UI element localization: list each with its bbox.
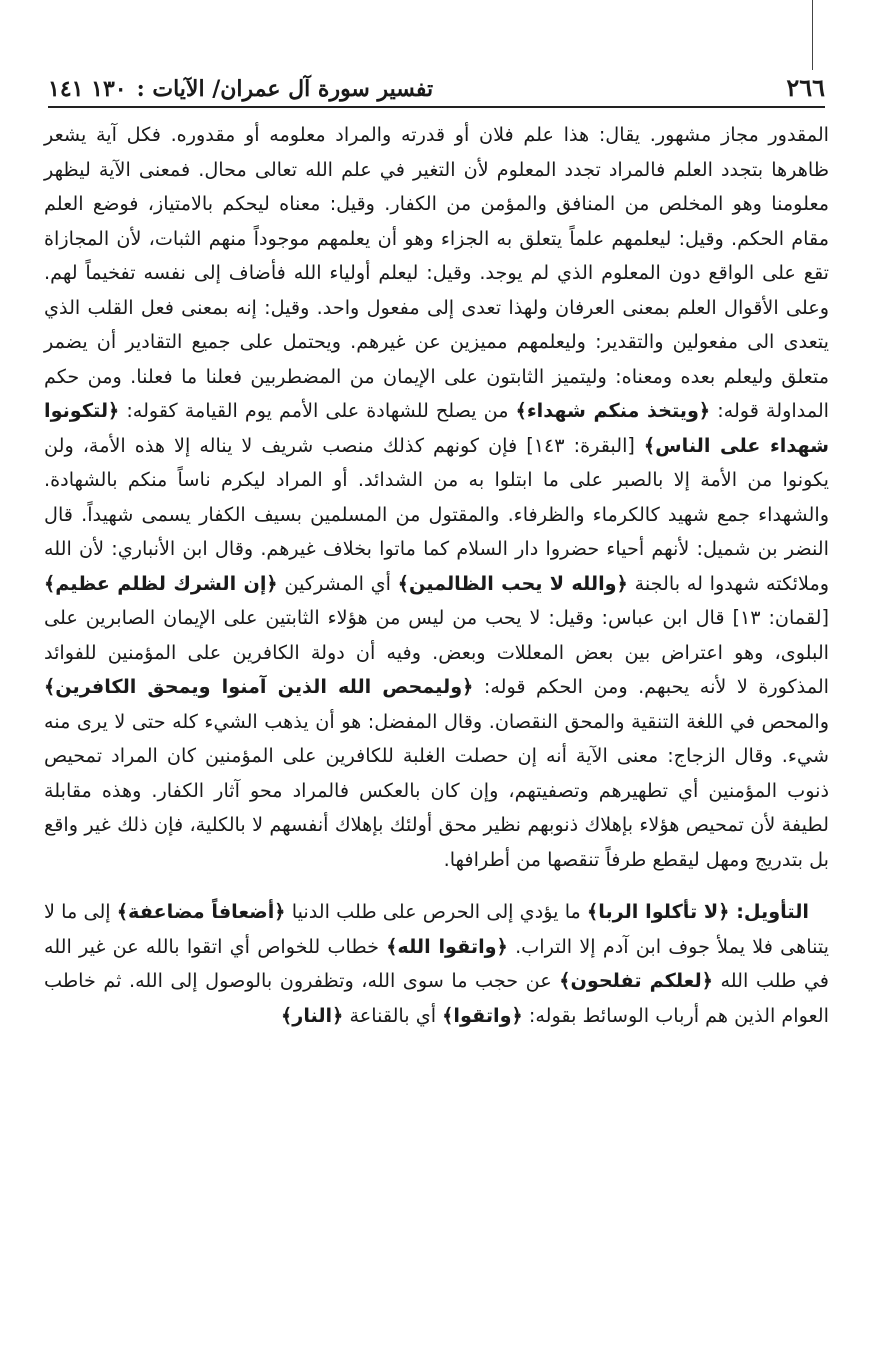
text-run: من يصلح للشهادة على الأمم يوم القيامة كقوله: [119,399,516,422]
text-run: عن حجب ما سوى الله، وتظفرون بالوصول إلى الله. ثم خاطب العوام الذين هم أرباب الوسائط بقوله: [44,969,829,1027]
text-run: المقدور مجاز مشهور. يقال: هذا علم فلان أو قدرته والمراد معلومه أو مقدوره. فكل آية يشعر ظاهرها بتجدد العلم فالمراد تجدد المعلوم لأن التغير في علم الله تعالى محال. فمعنى الآية ليظهر معلومنا وهو المخلص من المنافق والمؤمن من الكفار. وقيل: معناه ليحكم بالامتياز، فوضع العلم مقام الحكم. وقيل: ليعلمهم علماً يتعلق به الجزاء وهو أن يعلمهم موجوداً منهم الثبات، لأن المجازاة تقع على الواقع دون المعلوم الذي لم يوجد. وقيل: ليعلم أولياء الله فأضاف إلى نفسه تفخيماً لهم. وعلى الأقوال العلم بمعنى العرفان ولهذا تعدى إلى مفعول واحد. وقيل: إنه بمعنى فعل القلب الذي يتعدى الى مفعولين والتقدير: وليعلمهم مميزين عن غيرهم. ويحتمل على جميع التقادير أن يضمر متعلق وليعلم بعده ومعناه: وليتميز الثابتون على الإيمان من المضطربين فعلنا ما فعلنا. ومن حكم المداولة قوله: [44,123,830,422]
page-number: ٢٦٦ [786,73,825,102]
commentary-paragraph [44,118,829,877]
quran-quote: ﴿لعلكم تفلحون﴾ [559,969,713,992]
verse-range: ١٣٠ ١٤١ [48,76,127,102]
interpretation-label: التأويل: [729,900,809,923]
text-run: والمحص في اللغة التنقية والمحق النقصان. وقال المفضل: هو أن يذهب الشيء كله حتى لا يرى منه شيء. وقال الزجاج: معنى الآية أنه إن حصلت الغلبة للكافرين على المؤمنين كان المراد تمحيص ذنوب المؤمنين أي تطهيرهم وتصفيتهم، وإن كان بالعكس فالمراد محو آثار الكفار. وهذه مقابلة لطيفة لأن تمحيص هؤلاء بإهلاك ذنوبهم نظير محق أولئك بإهلاك أنفسهم لا بالكلية، فإن ذلك غير واقع بل بتدريج ومهل ليقطع طرفاً تنقصها من أطرافها. [44,709,829,871]
tafsir-body [44,118,829,1033]
text-run: [لقمان: ١٣] قال ابن عباس: وقيل: لا يحب من ليس من هؤلاء الثابتين على الإيمان الصابرين على البلوى، وهو اعتراض بين بعض المعللات وبعض. وفيه أن دولة الكافرين على المؤمنين للفوائد المذكورة لا لأنه يحبهم. ومن الحكم قوله: [44,606,829,698]
text-run: أي المشركين [277,571,398,595]
text-run: أي بالقناعة [343,1003,443,1027]
quran-quote: ﴿لا تأكلوا الربا﴾ [587,900,730,923]
quran-quote: ﴿واتقوا﴾ [442,1003,523,1027]
quran-quote: ﴿النار﴾ [281,1003,344,1027]
quran-quote: ﴿ويتخذ منكم شهداء﴾ [515,399,711,422]
running-title-text: تفسير سورة آل عمران/ الآيات : [136,76,434,102]
quran-quote: ﴿لتكونوا شهداء على الناس﴾ [44,399,829,457]
quran-quote: ﴿أضعافاً مضاعفة﴾ [116,900,286,923]
interpretation-paragraph [44,895,829,1033]
page-header [48,74,825,108]
page-edge-line [812,0,813,70]
text-run: [البقرة: ١٤٣] فإن كونهم كذلك منصب شريف لا يناله إلا هذه الأمة، ولن يكونوا من الأمة إلا بالصبر على ما ابتلوا به من الشدائد. أو المراد ليكرم ناساً منكم بالشهادة. والشهداء جمع شهيد كالكرماء والظرفاء. والمقتول من المسلمين بسيف الكفار يسمى شهيداً. قال النضر بن شميل: لأنهم أحياء حضروا دار السلام كما ماتوا بخلاف غيرهم. وقال ابن الأنباري: لأن الله وملائكته شهدوا له بالجنة [44,433,829,595]
quran-quote: ﴿وليمحص الله الذين آمنوا ويمحق الكافرين﴾ [44,675,474,698]
quran-quote: ﴿واتقوا الله﴾ [386,934,508,958]
running-title [48,76,433,102]
text-run: ما يؤدي إلى الحرص على طلب الدنيا [285,900,588,923]
text-run: إلى ما لا يتناهى فلا يملأ جوف ابن آدم إلا التراب. [44,900,829,958]
quran-quote: ﴿إن الشرك لظلم عظيم﴾ [44,571,278,595]
text-run: خطاب للخواص أي اتقوا بالله عن غير الله في طلب الله [44,934,829,992]
quran-quote: ﴿والله لا يحب الظالمين﴾ [397,571,628,595]
